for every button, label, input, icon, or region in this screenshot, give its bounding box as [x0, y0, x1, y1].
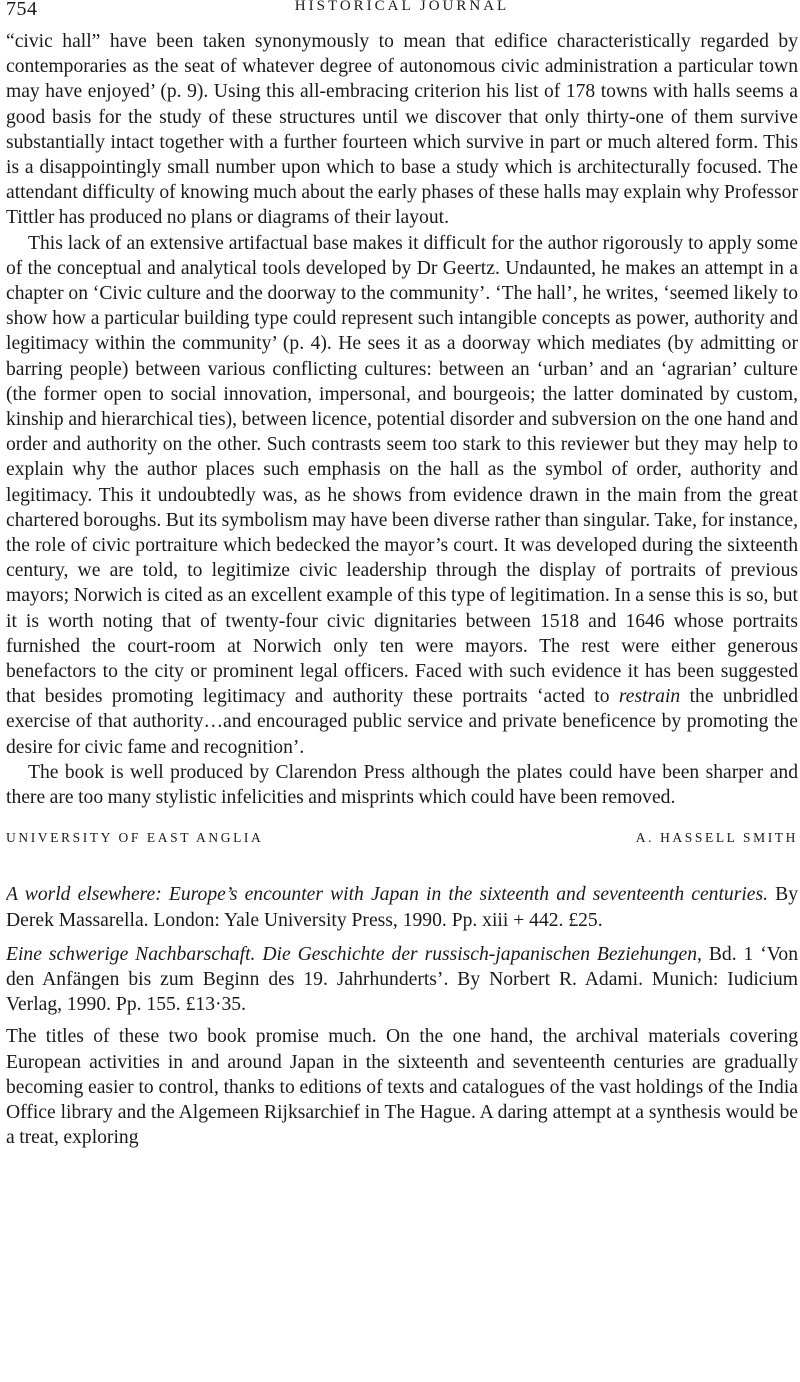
review-two-paragraph-1 — [6, 1024, 798, 1150]
book-details: Bd. 1 ‘Von den Anfängen bis zum Beginn des 19. Jahrhunderts’. By Norbert R. Adami. Munich: Iudicium Verlag, 1990. Pp. 155. £13·35. — [6, 943, 798, 1016]
review-one-paragraph-1 — [6, 29, 798, 231]
text-run: “civic hall” have been taken synonymously to mean that edifice characteristically regarded by contemporaries as the seat of whatever degree of autonomous civic administration a particular town may have enjoyed’ (p. 9). Using this all-embracing criterion his list of 178 towns with halls seems a good basis for the study of these structures until we discover that only thirty-one of them survive substantially intact together with a further fourteen which survive in part or much altered form. This is a disappointingly small number upon which to base a study which is architecturally focused. The attendant difficulty of knowing much about the early phases of these halls may explain why Professor Tittler has produced no plans or diagrams of their layout. — [6, 31, 798, 229]
journal-title: HISTORICAL JOURNAL — [294, 0, 510, 14]
review-one-paragraph-3 — [6, 760, 798, 810]
book-reference-1 — [6, 882, 798, 932]
text-run: The titles of these two book promise much. On the one hand, the archival materials covering European activities in and around Japan in the sixteenth and seventeenth centuries are gradually becoming easier to control, thanks to editions of texts and catalogues of the vast holdings of the India Office library and the Algemeen Rijksarchief in The Hague. A daring attempt at a synthesis would be a treat, exploring — [6, 1026, 798, 1149]
journal-page — [6, 0, 798, 1382]
book-reference-2 — [6, 942, 798, 1018]
reviewer-signoff — [6, 830, 798, 852]
running-head — [6, 0, 798, 20]
page-number: 754 — [6, 0, 38, 20]
reviewer-name: A. HASSELL SMITH — [635, 830, 798, 846]
text-run: the unbridled exercise of that authority…and encouraged public service and private beneficence by promoting the desire for civic fame and recognition’. — [6, 686, 798, 758]
text-run: The book is well produced by Clarendon Press although the plates could have been sharper and there are too many stylistic infelicities and misprints which could have been removed. — [6, 761, 798, 809]
book-details: By Derek Massarella. London: Yale University Press, 1990. Pp. xiii + 442. £25. — [6, 884, 798, 931]
text-run: This lack of an extensive artifactual base makes it difficult for the author rigorously to apply some of the conceptual and analytical tools developed by Dr Geertz. Undaunted, he makes an attempt in a chapter on ‘Civic culture and the doorway to the community’. ‘The hall’, he writes, ‘seemed likely to show how a particular building type could represent such intangible concepts as power, authority and legitimacy within the community’ (p. 4). He sees it as a doorway which mediates (by admitting or barring people) between various conflicting cultures: between an ‘urban’ and an ‘agrarian’ culture (the former open to social innovation, impersonal, and bourgeois; the latter dominated by custom, kinship and hierarchical ties), between licence, potential disorder and subversion on the one hand and order and authority on the other. Such contrasts seem too stark to this reviewer but they may help to explain why the author places such emphasis on the hall as the symbol of order, authority and legitimacy. This it undoubtedly was, as he shows from evidence drawn in the main from the great chartered boroughs. But its symbolism may have been diverse rather than singular. Take, for instance, the role of civic portraiture which bedecked the mayor’s court. It was developed during the sixteenth century, we are told, to legitimize civic leadership through the display of portraits of previous mayors; Norwich is cited as an excellent example of this type of legitimation. In a sense this is so, but it is worth noting that of twenty-four civic dignitaries between 1518 and 1646 whose portraits furnished the court-room at Norwich only ten were mayors. The rest were either generous benefactors to the city or prominent legal officers. Faced with such evidence it has been suggested that besides promoting legitimacy and authority these portraits ‘acted to — [6, 232, 798, 708]
review-one-paragraph-2 — [6, 231, 798, 760]
book-title: A world elsewhere: Europe’s encounter with Japan in the sixteenth and seventeenth centuries. — [6, 884, 768, 906]
emphasis-run: restrain — [618, 686, 681, 708]
reviewer-institution: UNIVERSITY OF EAST ANGLIA — [6, 830, 264, 846]
book-title: Eine schwerige Nachbarschaft. Die Geschichte der russisch-japanischen Beziehungen, — [6, 943, 702, 965]
